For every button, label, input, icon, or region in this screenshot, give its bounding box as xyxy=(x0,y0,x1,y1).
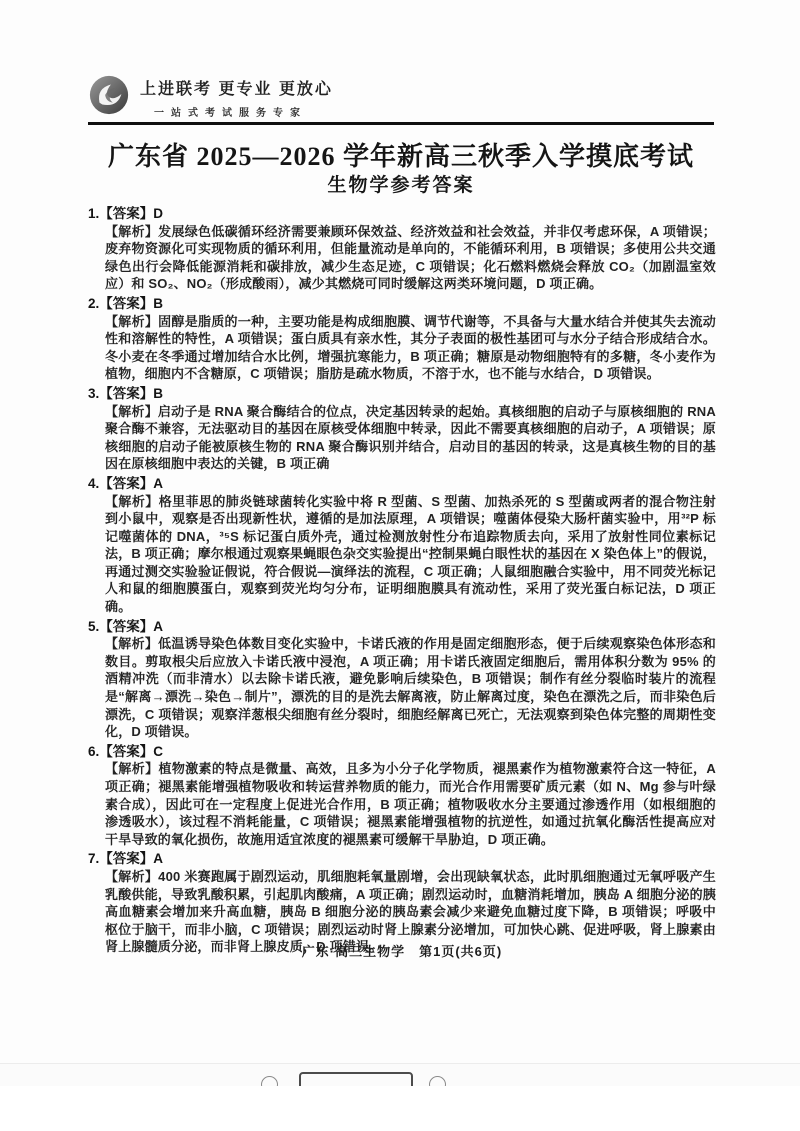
analysis-paragraph xyxy=(105,635,716,741)
analysis-paragraph xyxy=(105,493,716,616)
bottom-fade-overlay xyxy=(0,1086,800,1131)
answer-line xyxy=(88,618,716,636)
analysis-label: 【解析】 xyxy=(105,636,159,652)
question-number: 4. xyxy=(88,475,100,491)
page-footer: 广东·高三生物学 第1页(共6页) xyxy=(301,944,503,959)
question-number: 5. xyxy=(88,618,100,634)
analysis-label: 【解析】 xyxy=(105,761,159,777)
analysis-text: 低温诱导染色体数目变化实验中，卡诺氏液的作用是固定细胞形态，便于后续观察染色体形态和数目。剪取根尖后应放入卡诺氏液中浸泡，A 项正确；用卡诺氏液固定细胞后，需用体积分数为 95% 的酒精冲洗（而非清水）以去除卡诺氏液，避免影响后续染色，B 项错误；制作有丝分裂临时装片的流程是“解离→漂洗→染色→制片”，漂洗的目的是洗去解离液，防止解离过度，染色在漂洗之后，而非染色后漂洗，C 项错误；观察洋葱根尖细胞有丝分裂时，细胞经解离已死亡，无法观察到染色体完整的周期性变化，D 项错误。 xyxy=(105,636,716,740)
question-number: 7. xyxy=(88,851,100,867)
analysis-text: 400 米赛跑属于剧烈运动，肌细胞耗氧量剧增，会出现缺氧状态，此时肌细胞通过无氧呼吸产生乳酸供能，导致乳酸积累，引起肌肉酸痛，A 项正确；剧烈运动时，血糖消耗增加，胰岛 A 细胞分泌的胰高血糖素会增加来升高血糖，胰岛 B 细胞分泌的胰岛素会减少来避免血糖过度下降，B 项错误；呼吸中枢位于脑干，而非小脑，C 项错误；剧烈运动时肾上腺素分泌增加，可加快心跳、促进呼吸，肾上腺素由肾上腺髓质分泌，而非肾上腺皮质，D 项错误。 xyxy=(105,868,716,955)
answer-choice: C xyxy=(153,743,164,759)
answer-item-4 xyxy=(88,475,716,616)
answers-list xyxy=(88,205,716,958)
analysis-paragraph xyxy=(105,403,716,473)
answer-line xyxy=(88,743,716,761)
analysis-text: 固醇是脂质的一种，主要功能是构成细胞膜、调节代谢等，不具备与大量水结合并使其失去流动性和溶解性的特性，A 项错误；蛋白质具有亲水性，其分子表面的极性基团可与水分子结合形成结合水。冬小麦在冬季通过增加结合水比例，增强抗寒能力，B 项正确；糖原是动物细胞特有的多糖，冬小麦作为植物，细胞内不含糖原，C 项错误；脂肪是疏水物质，不溶于水，也不能与水结合，D 项错误。 xyxy=(105,313,716,382)
answer-item-5 xyxy=(88,618,716,741)
analysis-label: 【解析】 xyxy=(105,868,159,884)
question-number: 1. xyxy=(88,206,100,221)
brand-text xyxy=(140,74,333,119)
brand-tagline: 一站式考试服务专家 xyxy=(154,108,307,119)
analysis-paragraph xyxy=(105,760,716,848)
answer-item-1 xyxy=(88,205,716,293)
answer-item-2 xyxy=(88,295,716,383)
analysis-label: 【解析】 xyxy=(105,493,159,509)
analysis-label: 【解析】 xyxy=(105,223,159,239)
analysis-paragraph xyxy=(105,223,716,293)
exam-title: 广东省 2025—2026 学年新高三秋季入学摸底考试 xyxy=(107,142,694,171)
answer-label: 【答案】 xyxy=(99,743,154,759)
question-number: 2. xyxy=(88,295,100,311)
analysis-label: 【解析】 xyxy=(105,403,158,419)
analysis-paragraph xyxy=(105,313,716,383)
analysis-text: 格里菲思的肺炎链球菌转化实验中将 R 型菌、S 型菌、加热杀死的 S 型菌或两者的混合物注射到小鼠中，观察是否出现新性状，遵循的是加法原理，A 项错误；噬菌体侵染大肠杆菌实验中，用³²P 标记噬菌体的 DNA，³⁵S 标记蛋白质外壳，通过检测放射性分布追踪物质去向，采用了放射性同位素标记法，B 项正确；摩尔根通过观察果蝇眼色杂交实验提出“控制果蝇白眼性状的基因在 X 染色体上”的假说，再通过测交实验验证假说，符合假说—演绎法的流程，C 项正确；人鼠细胞融合实验中，用不同荧光标记人和鼠的细胞膜蛋白，观察到荧光均匀分布，证明细胞膜具有流动性，采用了荧光蛋白标记法，D 项正确。 xyxy=(105,493,716,615)
answer-choice: A xyxy=(153,851,164,867)
answer-line xyxy=(88,205,716,223)
header-divider xyxy=(88,122,714,125)
answer-label: 【答案】 xyxy=(99,851,154,867)
analysis-text: 植物激素的特点是微量、高效，且多为小分子化学物质，褪黑素作为植物激素符合这一特征，A 项正确；褪黑素能增强植物吸收和转运营养物质的能力，而光合作用需要矿质元素（如 N、Mg 参与叶绿素合成），因此可在一定程度上促进光合作用，B 项正确；植物吸收水分主要通过渗透作用（如根细胞的渗透吸水），该过程不消耗能量，C 项错误；褪黑素能增强植物的抗逆性，如通过抗氧化酶活性提高应对干旱导致的氧化损伤，故施用适宜浓度的褪黑素可缓解干旱胁迫，D 项正确。 xyxy=(105,761,716,847)
answer-label: 【答案】 xyxy=(99,475,154,491)
answer-line xyxy=(88,385,716,403)
answer-line xyxy=(88,295,716,313)
answer-item-3 xyxy=(88,385,716,473)
answer-label: 【答案】 xyxy=(99,618,154,634)
answer-label: 【答案】 xyxy=(99,295,154,311)
question-number: 6. xyxy=(88,743,100,759)
analysis-label: 【解析】 xyxy=(105,313,159,329)
answer-choice: B xyxy=(153,295,164,311)
answer-label: 【答案】 xyxy=(99,385,154,401)
analysis-text: 发展绿色低碳循环经济需要兼顾环保效益、经济效益和社会效益，并非仅考虑环保，A 项错误；废弃物资源化可实现物质的循环利用，但能量流动是单向的，不能循环利用，B 项错误；多使用公共交通绿色出行会降低能源消耗和碳排放，减少生态足迹，C 项错误；化石燃料燃烧会释放 CO₂（加剧温室效应）和 SO₂、NO₂（形成酸雨），减少其燃烧可同时缓解这两类环境问题，D 项正确。 xyxy=(105,223,716,292)
answer-choice: A xyxy=(153,475,164,491)
answer-label: 【答案】 xyxy=(99,206,154,221)
answer-choice: A xyxy=(153,618,164,634)
answer-choice: B xyxy=(153,385,164,401)
answer-line xyxy=(88,850,716,868)
answer-line xyxy=(88,475,716,493)
answer-choice: D xyxy=(153,206,164,221)
analysis-text: 启动子是 RNA 聚合酶结合的位点，决定基因转录的起始。真核细胞的启动子与原核细胞的 RNA 聚合酶不兼容，无法驱动目的基因在原核受体细胞中转录，因此不需要真核细胞的启动子，A 项错误；原核细胞的启动子能被原核生物的 RNA 聚合酶识别并结合，启动目的基因的转录，这是真核生物的目的基因在原核细胞中表达的关键，B 项正确 xyxy=(105,403,716,472)
exam-subtitle: 生物学参考答案 xyxy=(327,175,475,196)
question-number: 3. xyxy=(88,385,100,401)
brand-header xyxy=(88,74,333,119)
brand-slogan: 上进联考 更专业 更放心 xyxy=(140,81,333,98)
answer-item-6 xyxy=(88,743,716,849)
swirl-logo-icon xyxy=(88,74,130,116)
